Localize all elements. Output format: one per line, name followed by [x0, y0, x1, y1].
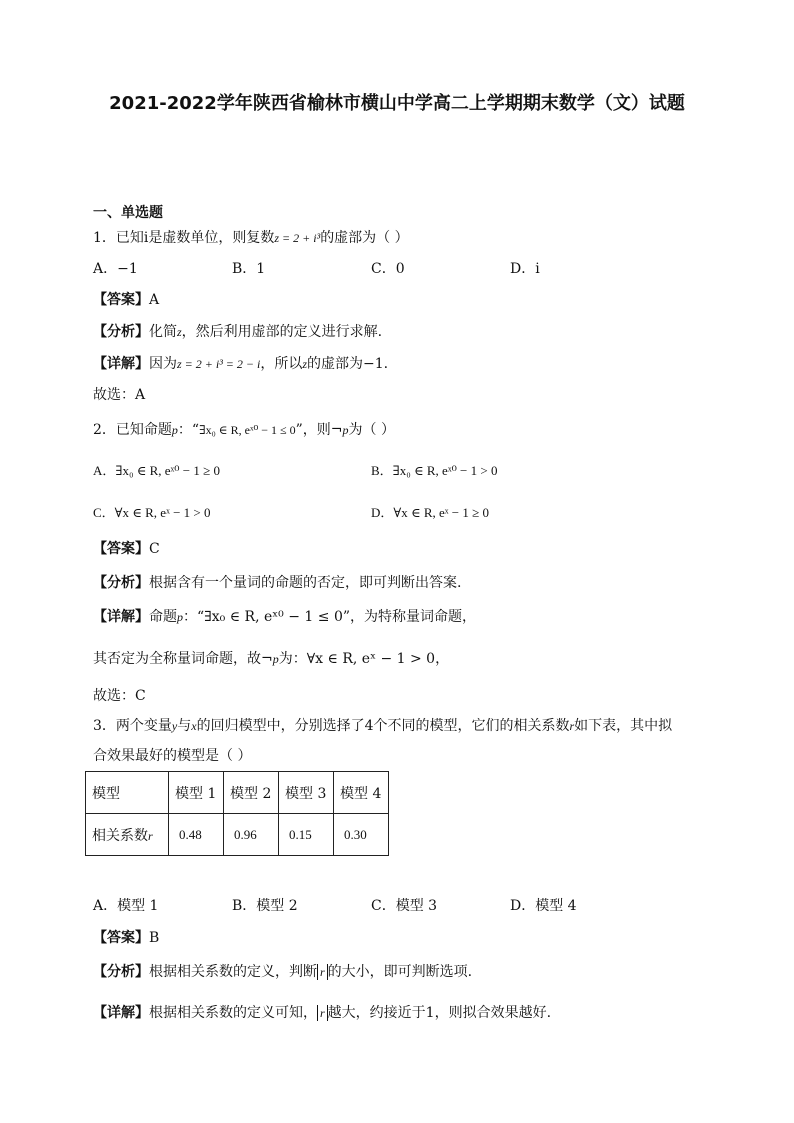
question-2 [93, 420, 395, 440]
q1-expression: z = 2 + i³ [274, 231, 321, 245]
row-label-text: 相关系数 [92, 827, 148, 844]
answer-tag: 【答案】 [93, 541, 149, 557]
detail2-text-tail: 为：∀x ∈ R, eˣ − 1 > 0， [278, 651, 450, 667]
analysis-text: 化简 [149, 324, 177, 340]
q2-choose: 故选：C [93, 688, 146, 704]
q1-text: 1．已知i是虚数单位，则复数 [93, 230, 275, 246]
answer-tag: 【答案】 [93, 292, 149, 308]
answer-value: B [149, 930, 160, 946]
q3-option-c: C．模型 3 [371, 898, 438, 914]
question-3 [93, 716, 672, 736]
q2-option-d: D．∀x ∈ R, eˣ − 1 ≥ 0 [371, 505, 490, 520]
q2-text-b: ：“ [177, 422, 200, 438]
detail-var: z [302, 357, 307, 371]
q2-detail [93, 607, 476, 627]
q2-expression: ∃x₀ ∈ R, eˣ⁰ − 1 ≤ 0 [199, 423, 296, 437]
row-label-var: r [148, 828, 153, 843]
q3-option-a: A．模型 1 [93, 898, 159, 914]
q3-option-b: B．模型 2 [232, 898, 298, 914]
q1-analysis [93, 322, 382, 342]
q3-var-r: r [569, 719, 575, 733]
question-3-line-2: 合效果最好的模型是（ ） [93, 748, 252, 764]
q3-var-y: y [171, 719, 178, 733]
q1-option-a: A．−1 [93, 261, 138, 277]
q2-detail-2 [93, 649, 449, 669]
q2-answer [93, 539, 160, 559]
detail-text-tail: 的虚部为−1. [307, 356, 389, 372]
table-cell: 0.48 [169, 814, 224, 856]
q3-text-d: 如下表，其中拟 [574, 718, 673, 734]
table-header-cell: 模型 1 [169, 772, 224, 814]
q2-text-c: ”，则¬ [295, 422, 343, 438]
q3-detail [93, 1003, 551, 1023]
answer-tag: 【答案】 [93, 930, 149, 946]
table-header-cell: 模型 4 [334, 772, 389, 814]
analysis-text-tail: 的大小，即可判断选项. [327, 964, 473, 980]
q1-text-tail: 的虚部为（ ） [320, 230, 409, 246]
analysis-text: 根据相关系数的定义，判断 [149, 964, 317, 980]
table-cell: 0.30 [334, 814, 389, 856]
table-cell: 0.15 [279, 814, 334, 856]
detail-text: 根据相关系数的定义可知， [149, 1005, 317, 1021]
page-title: 2021-2022学年陕西省榆林市横山中学高二上学期期末数学（文）试题 [109, 93, 685, 114]
analysis-tag: 【分析】 [93, 324, 149, 340]
q3-analysis [93, 962, 472, 982]
detail-tag: 【详解】 [93, 1005, 149, 1021]
q2-option-b: B．∃x₀ ∈ R, eˣ⁰ − 1 > 0 [371, 463, 498, 478]
section-heading: 一、单选题 [93, 205, 163, 221]
question-1 [93, 228, 409, 248]
detail-text-tail: ：“∃x₀ ∈ R, eˣ⁰ − 1 ≤ 0”，为特称量词命题， [183, 609, 477, 625]
analysis-tag: 【分析】 [93, 964, 149, 980]
detail2-p: p [272, 652, 279, 666]
table-header-cell: 模型 2 [224, 772, 279, 814]
table-row [86, 772, 389, 814]
detail-p: p [177, 610, 183, 624]
q1-option-c: C．0 [371, 261, 405, 277]
q3-text: 3．两个变量 [93, 718, 172, 734]
detail-text-tail: 越大，约接近于1，则拟合效果越好. [327, 1005, 552, 1021]
q1-detail [93, 354, 388, 374]
abs-r: r [317, 964, 328, 980]
table-cell: 0.96 [224, 814, 279, 856]
detail-tag: 【详解】 [93, 356, 149, 372]
answer-value: A [149, 292, 160, 308]
table-row-label [86, 814, 169, 856]
detail2-text: 其否定为全称量词命题，故¬ [93, 651, 273, 667]
q2-option-a: A．∃x₀ ∈ R, eˣ⁰ − 1 ≥ 0 [93, 463, 220, 478]
table-header-cell: 模型 3 [279, 772, 334, 814]
detail-tag: 【详解】 [93, 609, 149, 625]
detail-text: 命题 [149, 609, 177, 625]
analysis-text-tail: ，然后利用虚部的定义进行求解. [181, 324, 383, 340]
q1-option-b: B．1 [232, 261, 266, 277]
analysis-text: 根据含有一个量词的命题的否定，即可判断出答案. [149, 575, 462, 591]
q3-text-c: 的回归模型中，分别选择了4个不同的模型，它们的相关系数 [196, 718, 570, 734]
table-row [86, 814, 389, 856]
q2-p: p [171, 423, 178, 437]
detail-text-mid: ，所以 [260, 356, 303, 372]
q2-text-d: 为（ ） [348, 422, 395, 438]
q2-p-neg: p [342, 423, 349, 437]
q3-answer [93, 928, 159, 948]
q2-text: 2．已知命题 [93, 422, 172, 438]
analysis-var: z [177, 325, 182, 339]
q3-var-x: x [191, 719, 197, 733]
q2-analysis [93, 573, 461, 593]
answer-value: C [149, 541, 160, 557]
detail-expression: z = 2 + i³ = 2 − i [177, 357, 261, 371]
table-header-cell: 模型 [86, 772, 169, 814]
q3-text-b: 与 [177, 718, 192, 734]
q3-option-d: D．模型 4 [510, 898, 577, 914]
q1-choose: 故选：A [93, 387, 146, 403]
detail-text: 因为 [149, 356, 177, 372]
abs-r: r [317, 1005, 328, 1021]
q1-option-d: D．i [510, 261, 540, 277]
analysis-tag: 【分析】 [93, 575, 149, 591]
q2-option-c: C．∀x ∈ R, eˣ − 1 > 0 [93, 505, 211, 520]
q1-answer [93, 290, 159, 310]
correlation-table [85, 771, 389, 856]
